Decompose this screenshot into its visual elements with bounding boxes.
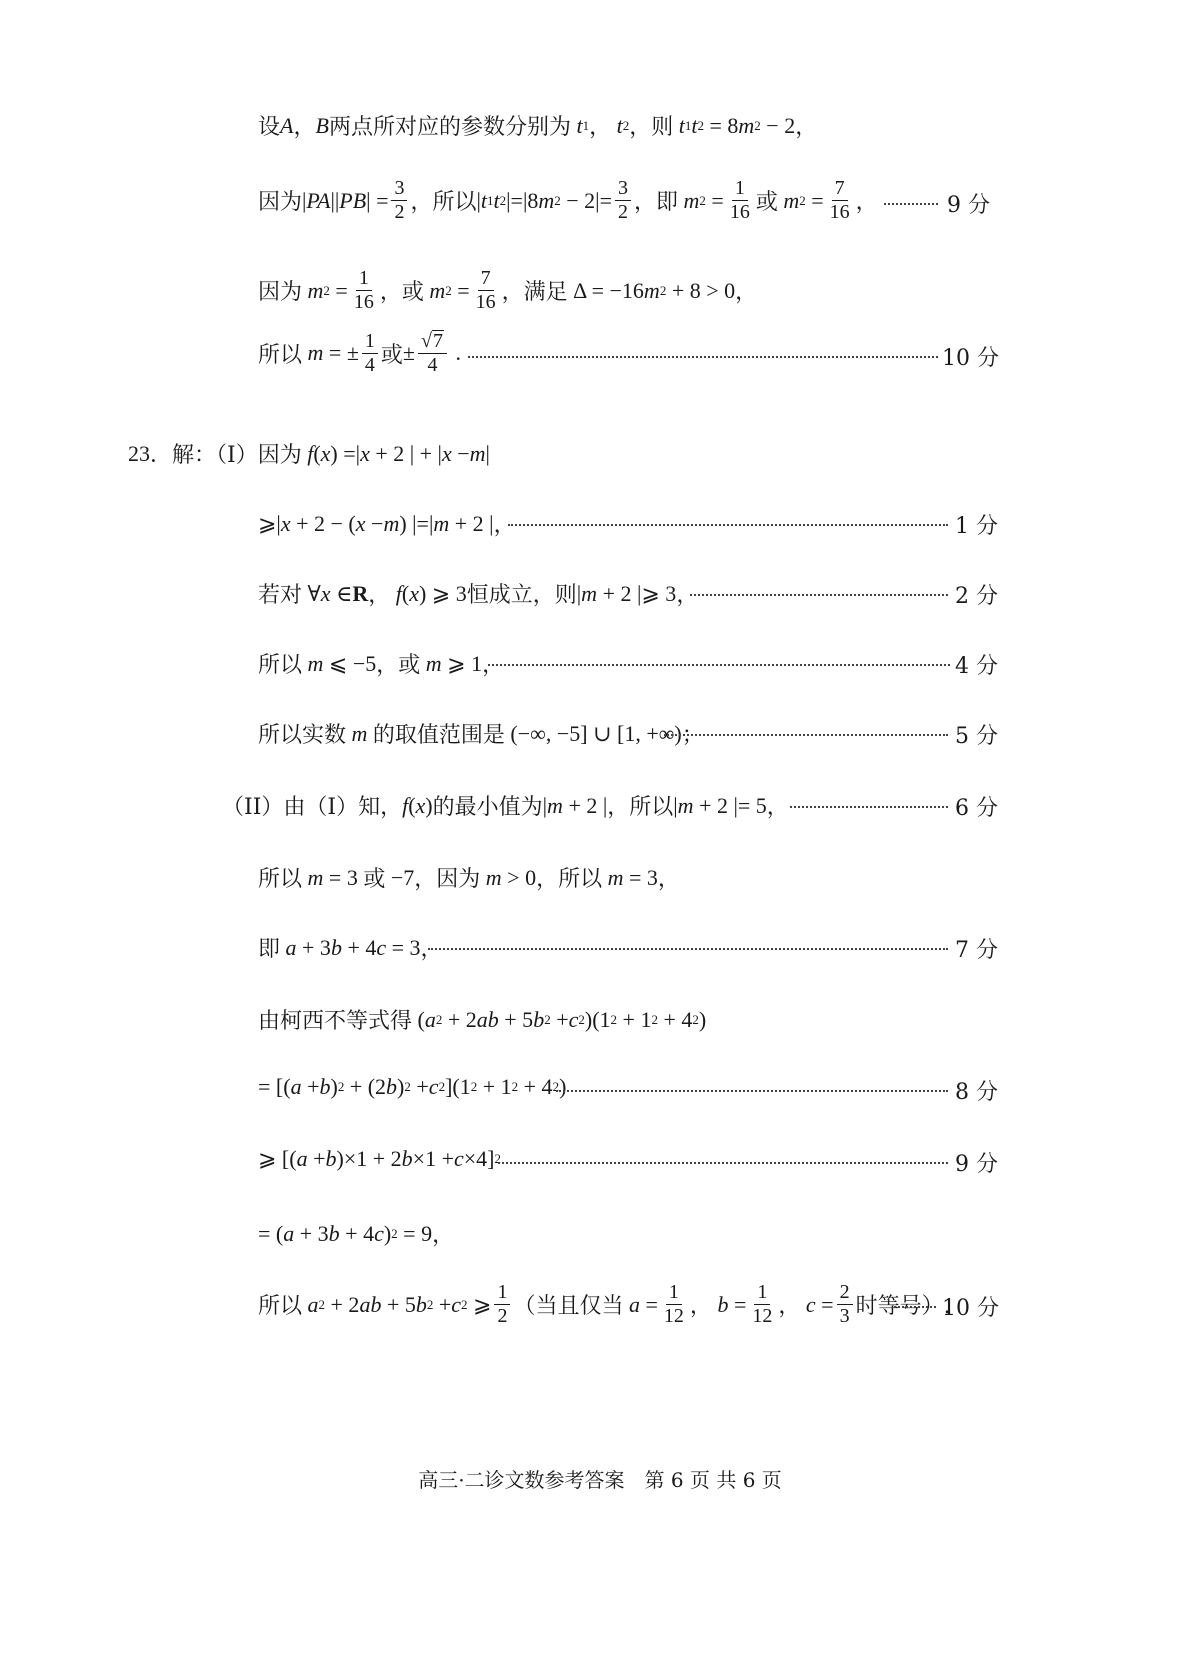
text-line: 所以 m ⩽ −5 ，或 m ⩾ 1 ， [258, 650, 505, 678]
dot-leader [508, 524, 948, 526]
text-line: 设 A ， B 两点所对应的参数分别为 t 1 ， t 2 ，则 t 1 t 2 = 8 m 2 − 2 ， [258, 112, 818, 140]
text-line: = ( a + 3 b + 4 c ) 2 = 9 ， [258, 1220, 455, 1248]
text-line: 即 a + 3 b + 4 c = 3 ， [258, 934, 443, 962]
dot-leader [690, 594, 948, 596]
dot-leader [428, 948, 948, 950]
score-label: 8 分 [955, 1080, 998, 1105]
dot-leader [468, 356, 938, 358]
text-line: 所以实数 m 的取值范围是 (−∞, −5] ∪ [1, +∞) ； [258, 720, 704, 748]
dot-leader [894, 1306, 936, 1308]
text-line: 所以 m = ± $\frac{1}{4}$ 或 ± √ 7 4 . [258, 329, 461, 376]
text-line: = [( a + b ) 2 + (2 b ) 2 + c 2 ](1 2 + 1 2 + 4 2 ) [258, 1074, 567, 1099]
text-line: ⩾| x + 2 − ( x − m ) |=| m + 2 | ， [258, 510, 516, 538]
score-label: 9 分 [955, 1152, 998, 1177]
dot-leader [498, 1162, 948, 1164]
dot-leader [790, 806, 948, 808]
text-line: 所以 m = 3 或 −7 ，因为 m > 0 ，所以 m = 3 ， [258, 864, 680, 892]
score-label: 4 分 [955, 654, 998, 679]
text-line: 因为 m 2 = $\frac{1}{16}$ ，或 m 2 = $\frac{7}{16}$ ，满足 Δ = −16 m 2 + 8 > 0 ， [258, 267, 758, 313]
score-label: 9 分 [947, 193, 990, 218]
page-footer: 高三·二诊文数参考答案 第 6 页 共 6 页 [418, 1468, 782, 1492]
text-line: 因为 | PA || PB | = $\frac{3}{2}$ ，所以 | t 1 t 2 |=|8 m 2 − 2|= $\frac{3}{2}$ ，即 m 2 = $\frac{1}{16}$ 或 m 2 = $\frac{7}{16}$ ， [258, 177, 878, 223]
text-line: 由柯西不等式得 ( a 2 + 2 ab + 5 b 2 + c 2 )(1 2 + 1 2 + 4 2 ) [258, 1006, 707, 1034]
dot-leader [556, 1090, 948, 1092]
score-label: 2 分 [955, 584, 998, 609]
score-label: 10 分 [942, 346, 999, 371]
problem-23-heading: 23 ．解：（I）因为 f ( x ) =| x + 2 | + | x − m | [128, 440, 490, 468]
text-line: 所以 a 2 + 2 ab + 5 b 2 + c 2 ⩾ $\frac{1}{2}$ （当且仅当 a = $\frac{1}{12}$ ， b = $\frac{1}{12}$ ， c = $\frac{2}{3}$ 时等号）. [258, 1281, 951, 1327]
dot-leader [664, 734, 948, 736]
dot-leader [488, 664, 950, 666]
score-label: 1 分 [955, 514, 998, 539]
text-line: （II）由（I）知， f ( x ) 的最小值为 | m + 2 | ，所以 | m + 2 |= 5 ， [222, 792, 789, 820]
text-line: ⩾ [( a + b )×1 + 2 b ×1 + c ×4] 2 [258, 1146, 501, 1171]
text-line: 若对 ∀ x ∈ R ， f ( x ) ⩾ 3 恒成立，则 | m + 2 |⩾ 3 ， [258, 580, 699, 608]
score-label: 5 分 [955, 724, 998, 749]
dot-leader [884, 203, 938, 205]
score-label: 10 分 [942, 1296, 999, 1321]
score-label: 6 分 [955, 796, 998, 821]
score-label: 7 分 [955, 938, 998, 963]
